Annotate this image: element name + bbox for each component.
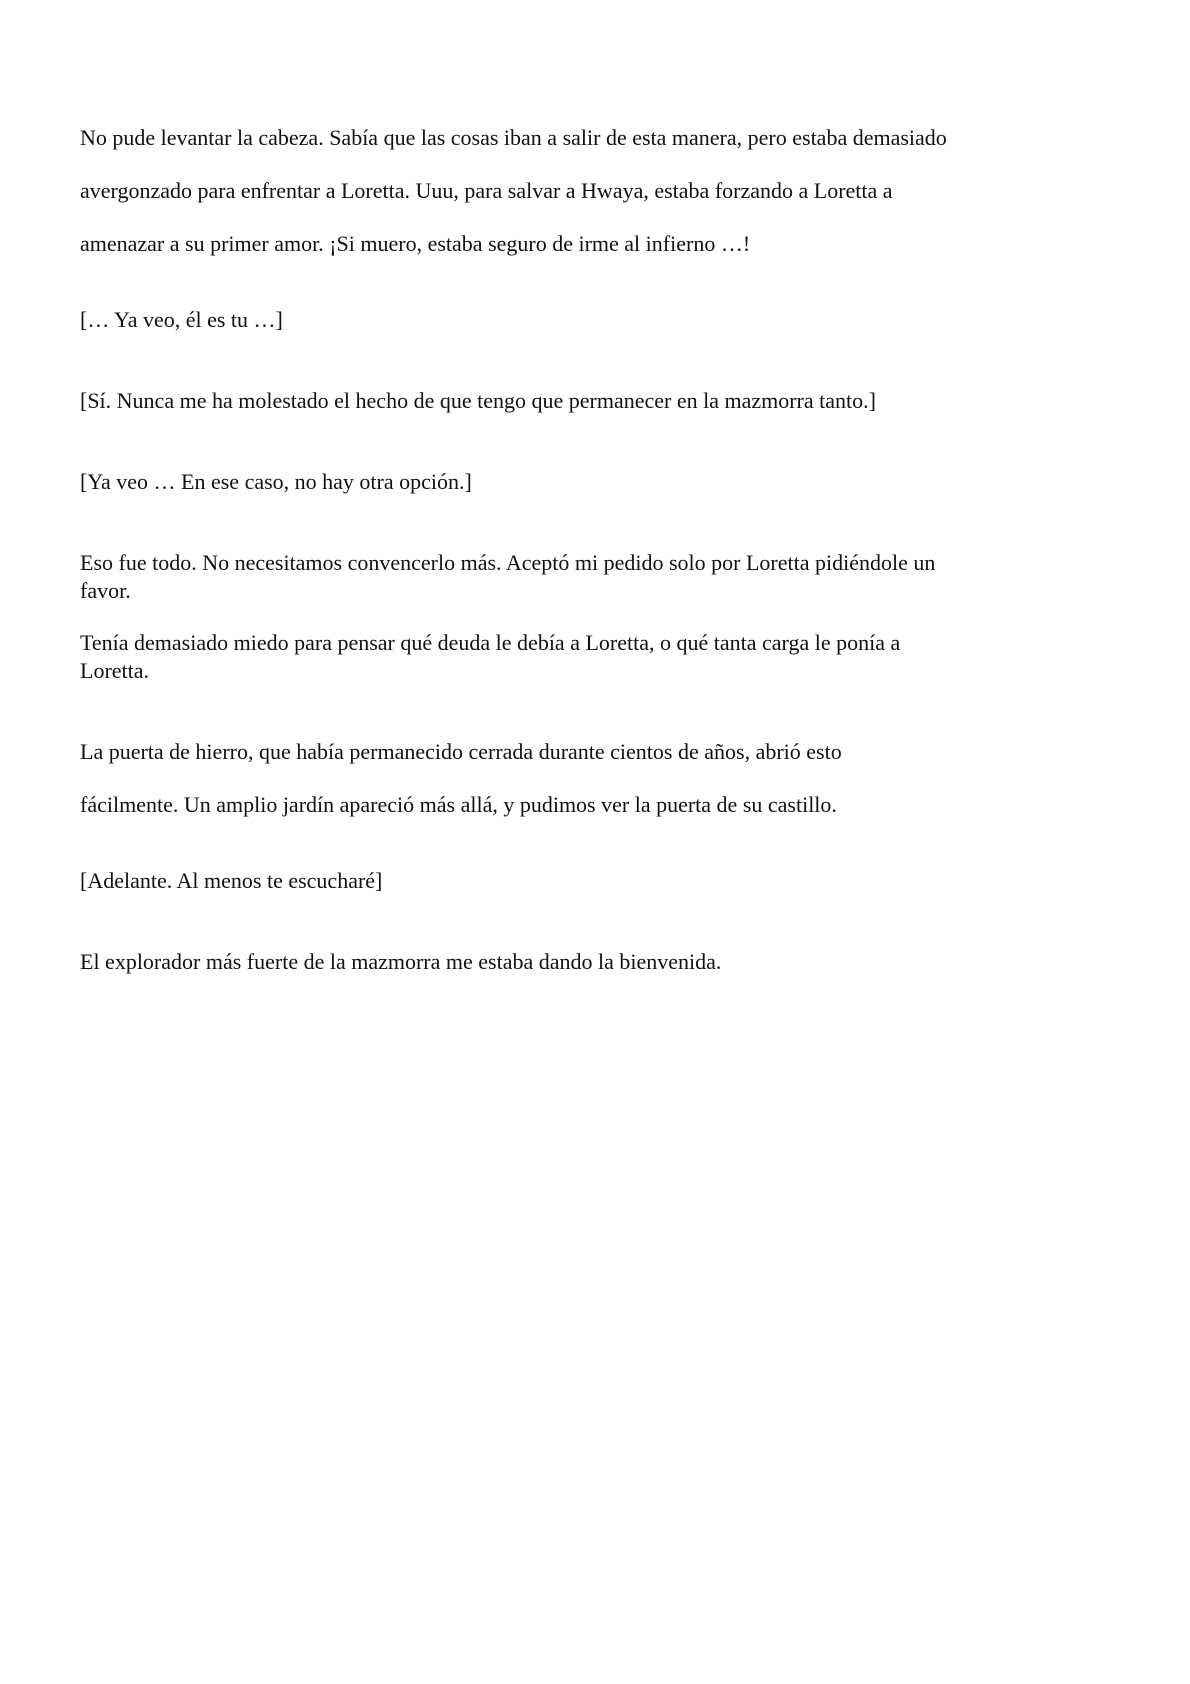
paragraph-3-line-1: Tenía demasiado miedo para pensar qué deuda le debía a Loretta, o qué tanta carga le ponía a <box>80 630 901 655</box>
paragraph-4-line-1: La puerta de hierro, que había permanecido cerrada durante cientos de años, abrió esto <box>80 739 842 764</box>
paragraph-1-line-1: No pude levantar la cabeza. Sabía que las cosas iban a salir de esta manera, pero estaba demasiado <box>80 125 947 150</box>
dialogue-line-4: [Adelante. Al menos te escucharé] <box>80 868 383 893</box>
paragraph-5-line-1: El explorador más fuerte de la mazmorra me estaba dando la bienvenida. <box>80 949 722 974</box>
paragraph-2-line-2: favor. <box>80 578 131 603</box>
dialogue-line-2: [Sí. Nunca me ha molestado el hecho de que tengo que permanecer en la mazmorra tanto.] <box>80 388 876 413</box>
paragraph-1-line-2: avergonzado para enfrentar a Loretta. Uuu, para salvar a Hwaya, estaba forzando a Loretta a <box>80 178 893 203</box>
paragraph-2-line-1: Eso fue todo. No necesitamos convencerlo más. Aceptó mi pedido solo por Loretta pidiéndole un <box>80 550 936 575</box>
paragraph-4-line-2: fácilmente. Un amplio jardín apareció más allá, y pudimos ver la puerta de su castillo. <box>80 792 837 817</box>
paragraph-1-line-3: amenazar a su primer amor. ¡Si muero, estaba seguro de irme al infierno …! <box>80 231 751 256</box>
dialogue-line-3: [Ya veo … En ese caso, no hay otra opción.] <box>80 469 472 494</box>
paragraph-3-line-2: Loretta. <box>80 658 150 683</box>
dialogue-line-1: [… Ya veo, él es tu …] <box>80 307 283 332</box>
